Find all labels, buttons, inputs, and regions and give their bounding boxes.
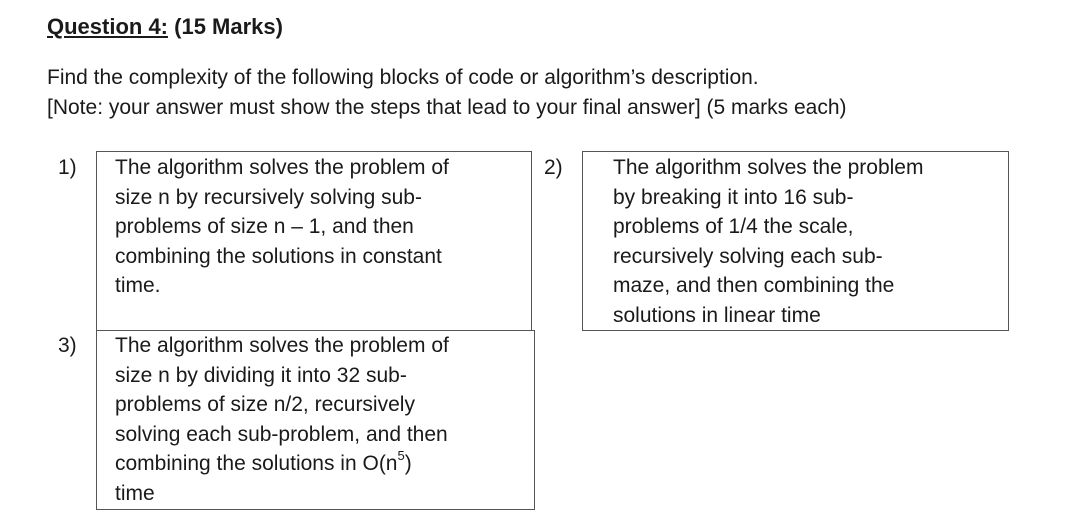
item-3-exponent: 5	[397, 448, 405, 463]
item-3-line: problems of size n/2, recursively	[115, 393, 415, 416]
item-2-line: problems of 1/4 the scale,	[613, 215, 854, 238]
item-2-line: recursively solving each sub-	[613, 244, 883, 268]
item-3-line: solving each sub-problem, and then	[115, 422, 448, 446]
item-2-line: solutions in linear time	[613, 303, 821, 327]
item-1-line: size n by recursively solving sub-	[115, 185, 422, 209]
item-3-text	[115, 331, 449, 508]
item-1-line: combining the solutions in constant	[115, 244, 442, 268]
item-1-text	[115, 153, 449, 301]
item-3-number: 3)	[58, 334, 77, 357]
instruction-line-1: Find the complexity of the following blocks of code or algorithm’s description.	[47, 66, 759, 89]
item-2-line: The algorithm solves the problem	[613, 156, 924, 179]
question-marks: (15 Marks)	[174, 14, 283, 39]
item-1-line: problems of size n – 1, and then	[115, 215, 414, 238]
item-1-line: The algorithm solves the problem of	[115, 156, 449, 179]
question-heading	[47, 14, 283, 40]
item-2-text	[613, 153, 923, 330]
item-3-complexity-suffix: )	[404, 452, 412, 475]
question-number: Question 4:	[47, 14, 169, 39]
item-1-line: time.	[115, 274, 161, 297]
instruction-line-2: [Note: your answer must show the steps that lead to your final answer] (5 marks each)	[47, 96, 847, 119]
item-3-line: The algorithm solves the problem of	[115, 334, 449, 357]
item-3-line: size n by dividing it into 32 sub-	[115, 363, 407, 387]
item-2-number: 2)	[544, 156, 563, 179]
item-3-line-complexity	[115, 449, 449, 479]
item-2-line: maze, and then combining the	[613, 274, 895, 297]
item-1-number: 1)	[58, 156, 77, 179]
item-2-line: by breaking it into 16 sub-	[613, 185, 854, 209]
item-3-complexity-prefix: combining the solutions in O(n	[115, 452, 398, 475]
item-3-line: time	[115, 481, 155, 505]
